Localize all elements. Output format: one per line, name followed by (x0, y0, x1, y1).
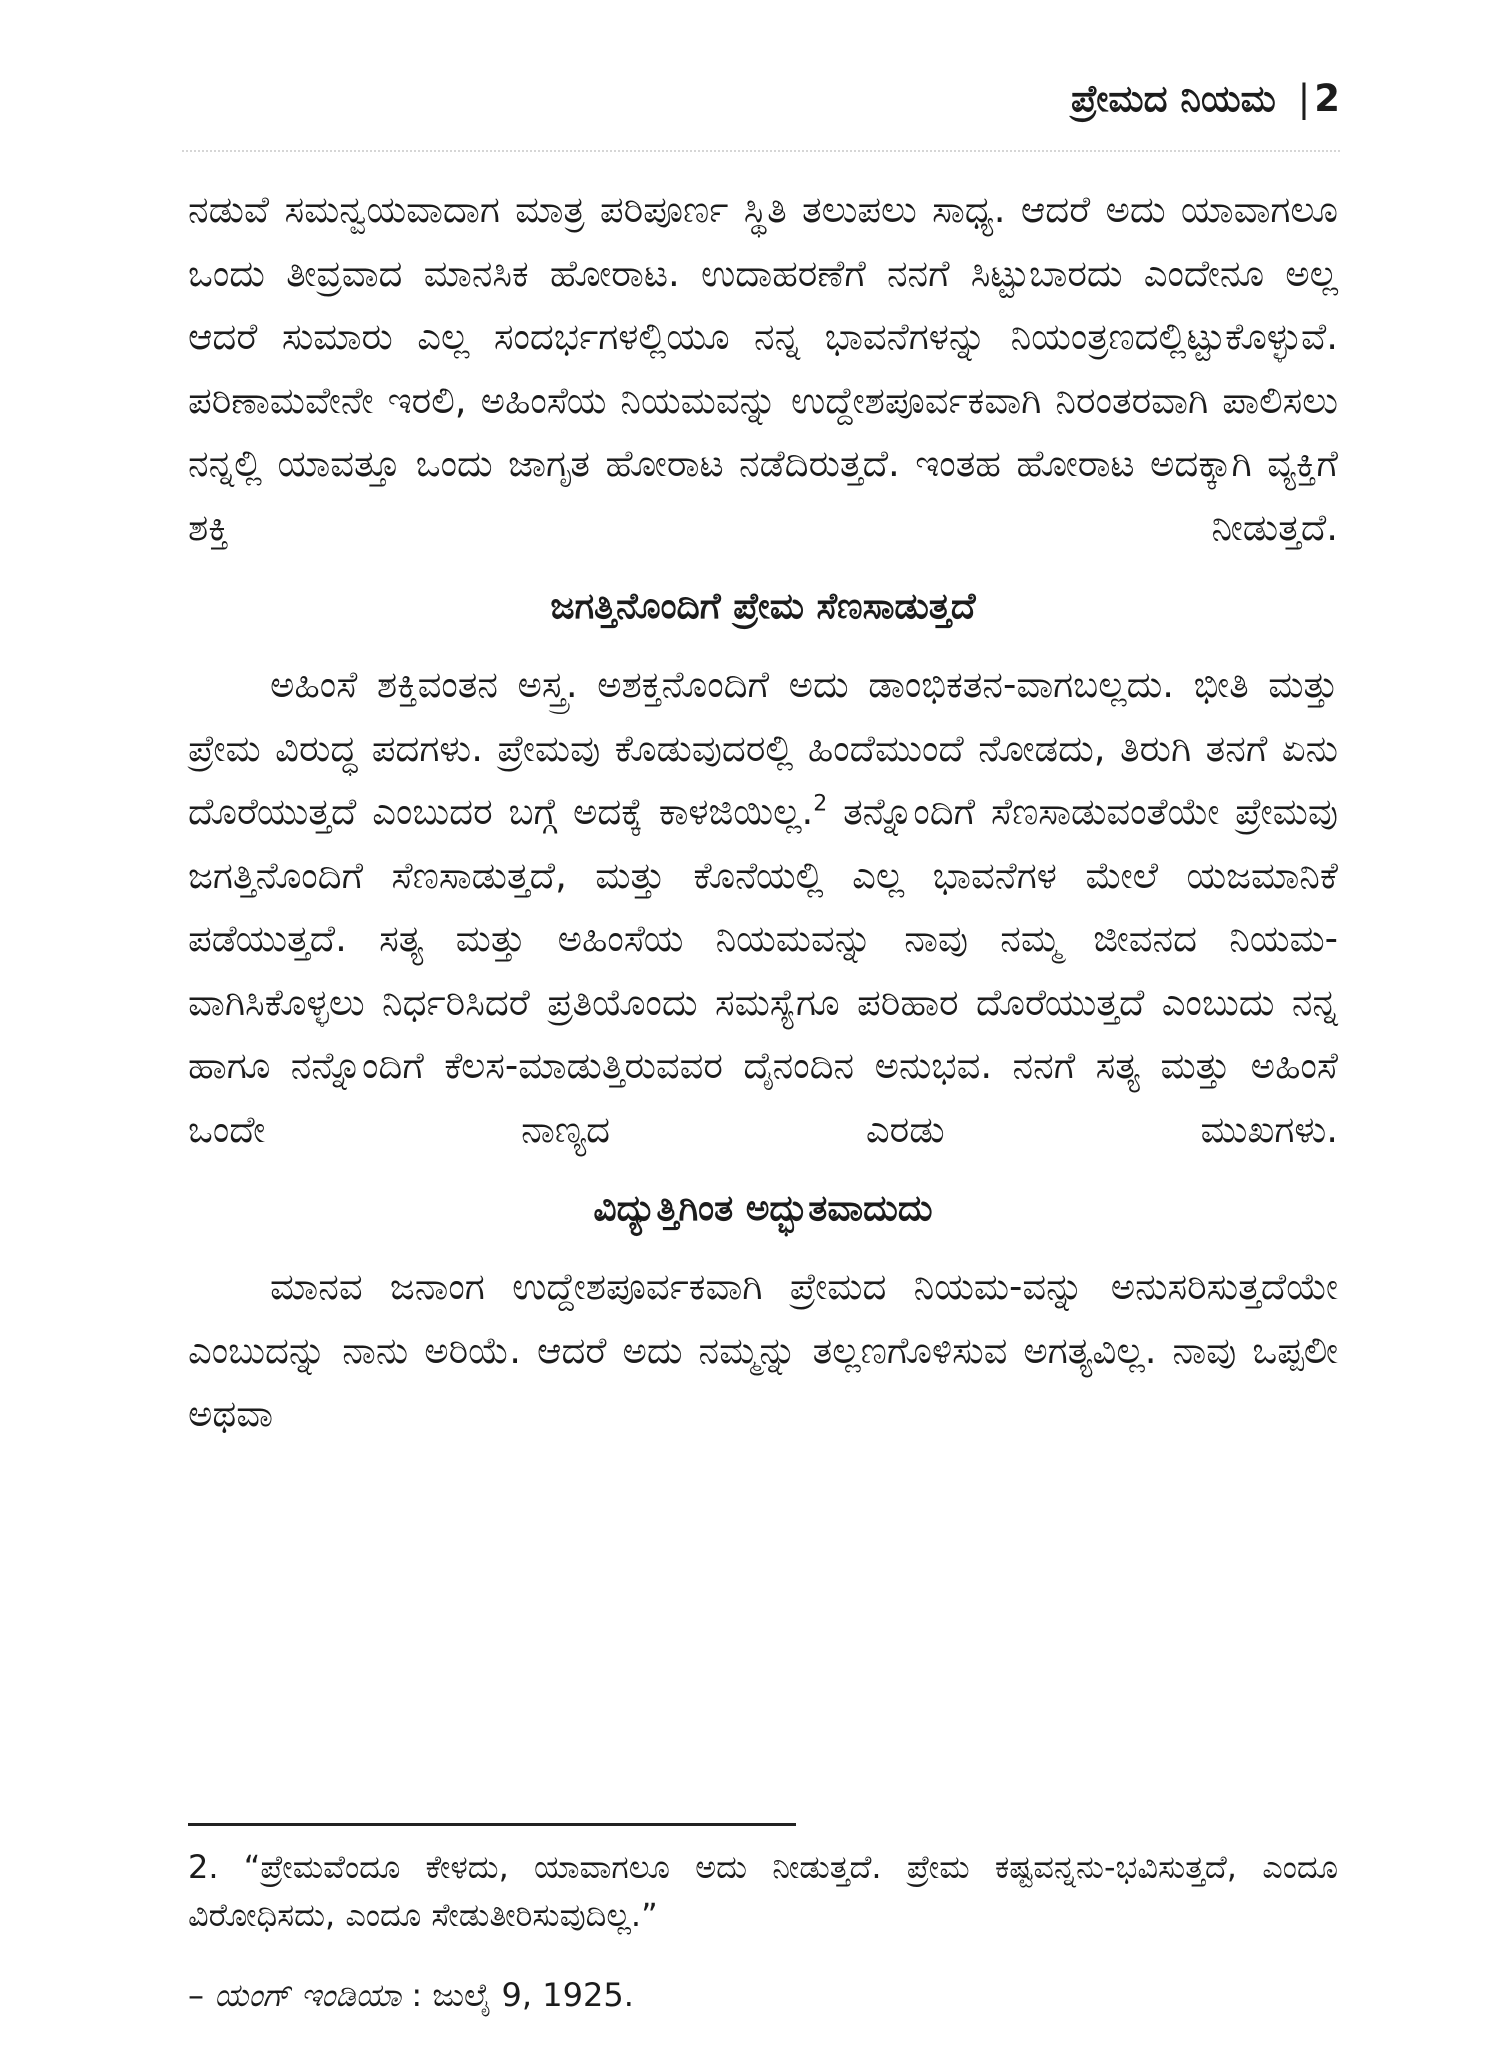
book-title: ಪ್ರೇಮದ ನಿಯಮ (1070, 77, 1276, 120)
paragraph-text: ತನ್ನೊಂದಿಗೆ ಸೆಣಸಾಡುವಂತೆಯೇ ಪ್ರೇಮವು ಜಗತ್ತಿನೊಂದಿಗೆ ಸೆಣಸಾಡುತ್ತದೆ, ಮತ್ತು ಕೊನೆಯಲ್ಲಿ ಎಲ್ಲ ಭಾವನೆಗಳ ಮೇಲೆ ಯಜಮಾನಿಕೆ ಪಡೆಯುತ್ತದೆ. ಸತ್ಯ ಮತ್ತು ಅಹಿಂಸೆಯ ನಿಯಮವನ್ನು ನಾವು ನಮ್ಮ ಜೀವನದ ನಿಯಮ-ವಾಗಿಸಿಕೊಳ್ಳಲು ನಿರ್ಧರಿಸಿದರೆ ಪ್ರತಿಯೊಂದು ಸಮಸ್ಯೆಗೂ ಪರಿಹಾರ ದೊರೆಯುತ್ತದೆ ಎಂಬುದು ನನ್ನ ಹಾಗೂ ನನ್ನೊಂದಿಗೆ ಕೆಲಸ-ಮಾಡುತ್ತಿರುವವರ ದೈನಂದಿನ ಅನುಭವ. ನನಗೆ ಸತ್ಯ ಮತ್ತು ಅಹಿಂಸೆ ಒಂದೇ ನಾಣ್ಯದ ಎರಡು ಮುಖಗಳು. (188, 790, 1338, 1151)
paragraph-continued: ನಡುವೆ ಸಮನ್ವಯವಾದಾಗ ಮಾತ್ರ ಪರಿಪೂರ್ಣ ಸ್ಥಿತಿ ತಲುಪಲು ಸಾಧ್ಯ. ಆದರೆ ಅದು ಯಾವಾಗಲೂ ಒಂದು ತೀವ್ರವಾದ ಮಾನಸಿಕ ಹೋರಾಟ. ಉದಾಹರಣೆಗೆ ನನಗೆ ಸಿಟ್ಟುಬಾರದು ಎಂದೇನೂ ಅಲ್ಲ ಆದರೆ ಸುಮಾರು ಎಲ್ಲ ಸಂದರ್ಭಗಳಲ್ಲಿಯೂ ನನ್ನ ಭಾವನೆಗಳನ್ನು ನಿಯಂತ್ರಣದಲ್ಲಿಟ್ಟುಕೊಳ್ಳುವೆ. ಪರಿಣಾಮವೇನೇ ಇರಲಿ, ಅಹಿಂಸೆಯ ನಿಯಮವನ್ನು ಉದ್ದೇಶಪೂರ್ವಕವಾಗಿ ನಿರಂತರವಾಗಿ ಪಾಲಿಸಲು ನನ್ನಲ್ಲಿ ಯಾವತ್ತೂ ಒಂದು ಜಾಗೃತ ಹೋರಾಟ ನಡೆದಿರುತ್ತದೆ. ಇಂತಹ ಹೋರಾಟ ಅದಕ್ಕಾಗಿ ವ್ಯಕ್ತಿಗೆ ಶಕ್ತಿ ನೀಡುತ್ತದೆ. (188, 188, 1338, 549)
citation-date: : ಜುಲೈ 9, 1925. (401, 1976, 634, 2014)
footnote-citation (188, 1971, 1338, 2019)
paragraph-nonviolence (188, 653, 1338, 1161)
body-text (188, 178, 1338, 1446)
footnote-quote: “ಪ್ರೇಮವೆಂದೂ ಕೇಳದು, ಯಾವಾಗಲೂ ಅದು ನೀಡುತ್ತದೆ. ಪ್ರೇಮ ಕಷ್ಟವನ್ನನು-ಭವಿಸುತ್ತದೆ, ಎಂದೂ ವಿರೋಧಿಸದು, ಎಂದೂ ಸೇಡುತೀರಿಸುವುದಿಲ್ಲ.” (188, 1848, 1339, 1934)
running-header (180, 74, 1340, 124)
header-separator: | (1297, 77, 1311, 120)
footnote-number: 2. (188, 1848, 219, 1886)
citation-dash: – (188, 1976, 215, 2014)
footnote-block (188, 1843, 1338, 2051)
paragraph-text: ಅಹಿಂಸೆ ಶಕ್ತಿವಂತನ ಅಸ್ತ್ರ. ಅಶಕ್ತನೊಂದಿಗೆ ಅದು ಡಾಂಭಿಕತನ-ವಾಗಬಲ್ಲದು. ಭೀತಿ ಮತ್ತು ಪ್ರೇಮ ವಿರುದ್ಧ ಪದಗಳು. ಪ್ರೇಮವು ಕೊಡುವುದರಲ್ಲಿ ಹಿಂದೆಮುಂದೆ ನೋಡದು, ತಿರುಗಿ ತನಗೆ ಏನು ದೊರೆಯುತ್ತದೆ ಎಂಬುದರ ಬಗ್ಗೆ ಅದಕ್ಕೆ ಕಾಳಜಿಯಿಲ್ಲ. (188, 663, 1338, 833)
paragraph-law-of-love: ಮಾನವ ಜನಾಂಗ ಉದ್ದೇಶಪೂರ್ವಕವಾಗಿ ಪ್ರೇಮದ ನಿಯಮ-ವನ್ನು ಅನುಸರಿಸುತ್ತದೆಯೇ ಎಂಬುದನ್ನು ನಾನು ಅರಿಯೆ. ಆದರೆ ಅದು ನಮ್ಮನ್ನು ತಲ್ಲಣಗೊಳಿಸುವ ಅಗತ್ಯವಿಲ್ಲ. ನಾವು ಒಪ್ಪಲೀ ಅಥವಾ (188, 1265, 1338, 1435)
header-divider (182, 150, 1340, 152)
section-heading-love-struggles: ಜಗತ್ತಿನೊಂದಿಗೆ ಪ್ರೇಮ ಸೆಣಸಾಡುತ್ತದೆ (550, 586, 976, 627)
footnote-divider (188, 1823, 796, 1826)
section-heading-beyond-electricity: ವಿದ್ಯುತ್ತಿಗಿಂತ ಅದ್ಭುತವಾದುದು (593, 1188, 933, 1229)
footnote-reference: 2 (813, 791, 828, 817)
page-number: 2 (1314, 77, 1340, 120)
footnote-text (188, 1843, 1338, 1939)
citation-source: ಯಂಗ್ ಇಂಡಿಯಾ (214, 1976, 402, 2014)
